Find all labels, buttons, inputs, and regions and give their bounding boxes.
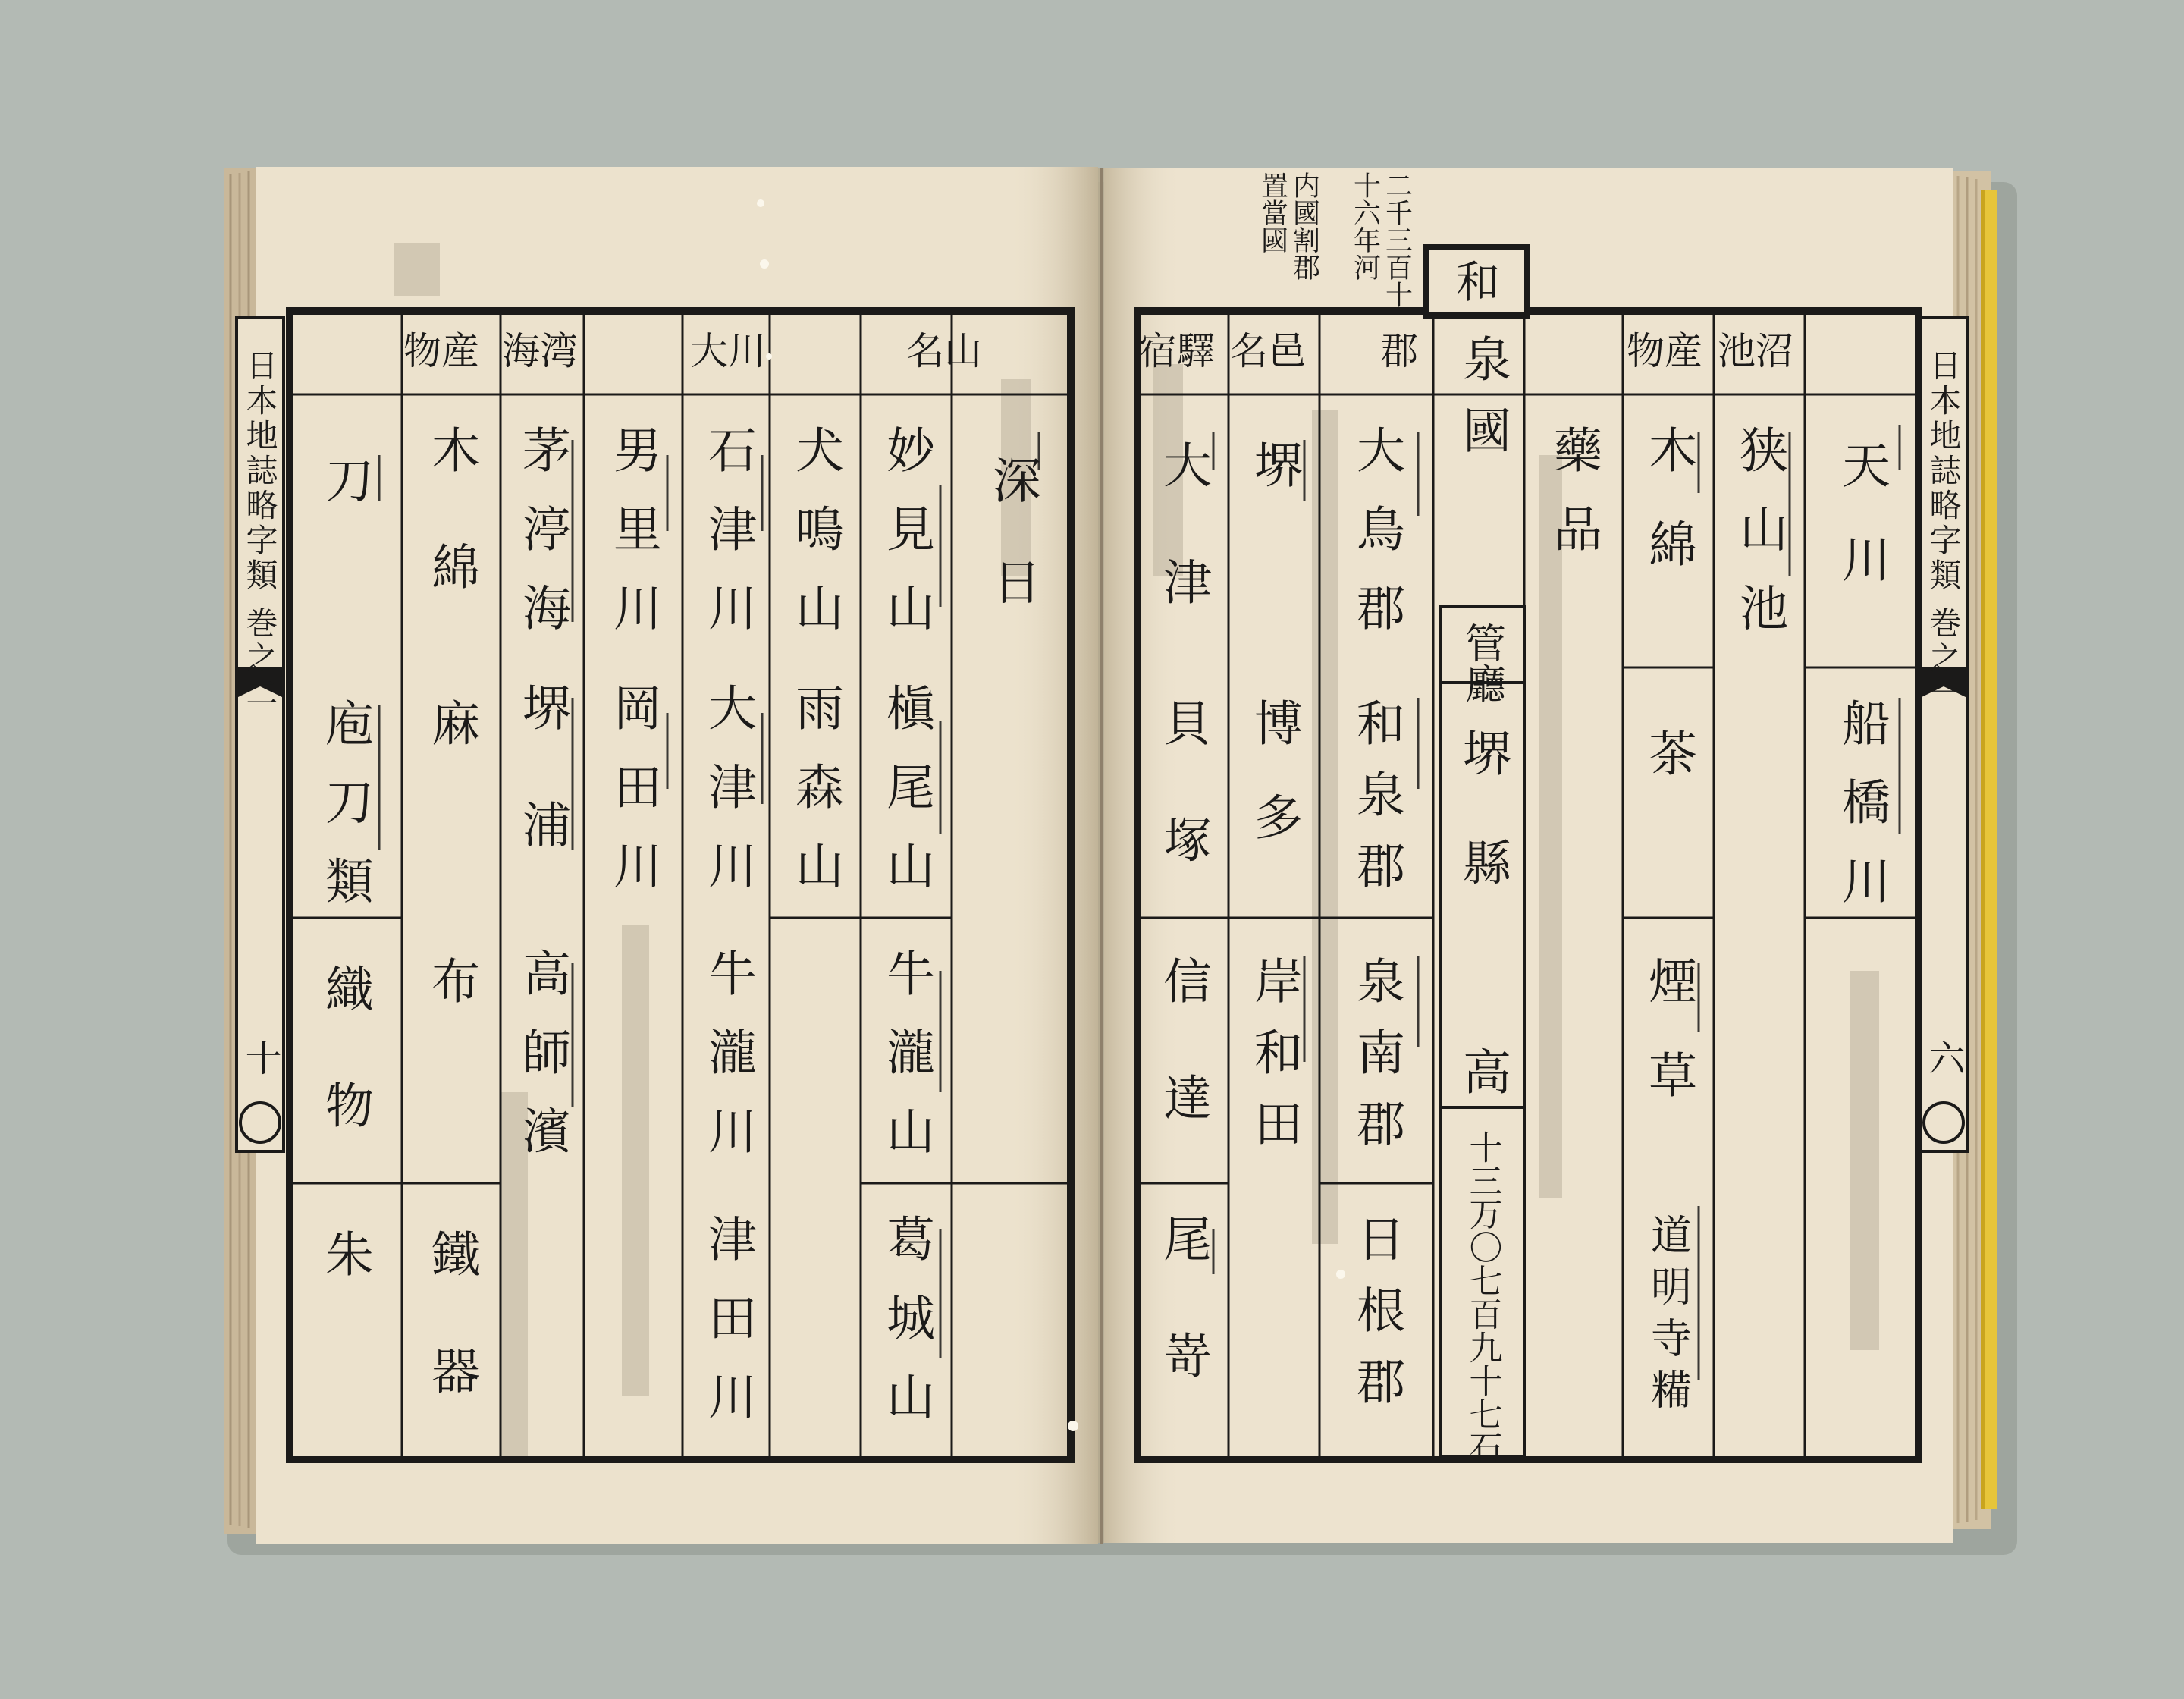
- left-col-1-header: 名山: [906, 329, 982, 373]
- left-col-4-cell-0: 男里川: [605, 425, 661, 661]
- right-col-4-cell-0: 大鳥郡: [1348, 425, 1404, 661]
- right-folio: 六: [1922, 1039, 1965, 1076]
- office-cell-1: 高: [1454, 1047, 1511, 1095]
- left-col-6-cell-3: 鐵器: [423, 1229, 479, 1462]
- right-col-4-cell-2: 泉南郡: [1348, 956, 1404, 1170]
- left-col-3-cell-3: 津田川: [700, 1214, 756, 1450]
- left-spine-title: 日本地誌略字類 巻之二: [241, 349, 279, 711]
- right-col-4-cell-1: 和泉郡: [1348, 698, 1404, 912]
- left-col-5-cell-1: 堺浦: [514, 683, 570, 916]
- right-col-1-cell-0: 狭山池: [1731, 425, 1787, 661]
- right-col-2-cell-3: 道明寺糒: [1644, 1214, 1693, 1420]
- left-col-7-cell-3: 朱: [317, 1229, 373, 1277]
- left-col-6-cell-1: 麻: [423, 698, 479, 746]
- left-col-6-cell-0: 木綿: [423, 425, 479, 658]
- left-col-5-cell-0: 茅渟海: [514, 425, 570, 661]
- left-col-3-header: 大川: [690, 329, 766, 373]
- left-col-2-cell-0: 犬鳴山: [787, 425, 843, 661]
- left-col-4-cell-1: 岡田川: [605, 683, 661, 919]
- right-col-2-header: 物産: [1627, 329, 1702, 373]
- right-col-6-cell-3: 尾嵜: [1155, 1214, 1211, 1447]
- left-col-7-cell-0: 刀: [317, 455, 373, 504]
- left-col-3-cell-0: 石津川: [700, 425, 756, 661]
- right-col-5-cell-2: 岸和田: [1246, 956, 1302, 1170]
- left-col-5-header: 海湾: [502, 329, 578, 373]
- left-col-1-cell-0: 妙見山: [878, 425, 934, 661]
- right-col-5-header: 名邑: [1230, 329, 1306, 373]
- right-col-0-cell-0: 天川: [1834, 440, 1890, 628]
- left-folio: 十: [239, 1039, 281, 1076]
- left-col-2-cell-1: 雨森山: [787, 683, 843, 919]
- office-cell-0: 堺縣: [1454, 728, 1511, 947]
- office-cell-2: 十三万〇七百九十七石: [1463, 1130, 1502, 1464]
- right-spine-title: 日本地誌略字類 巻之一: [1925, 349, 1963, 711]
- right-col-6-cell-0: 大津: [1155, 440, 1211, 674]
- right-col-3-cell-0: 藥品: [1545, 425, 1602, 583]
- right-col-5-cell-0: 堺: [1246, 440, 1302, 488]
- right-col-5-cell-1: 博多: [1246, 698, 1302, 886]
- right-col-1-header: 池沼: [1718, 329, 1793, 373]
- right-col-6-cell-1: 貝塚: [1155, 698, 1211, 931]
- right-col-4-header: 郡: [1380, 329, 1418, 373]
- right-col-2-cell-1: 茶: [1640, 728, 1696, 777]
- left-col-7-cell-2: 織物: [317, 963, 373, 1197]
- svg-text:二千三百十: 二千三百十: [1381, 171, 1413, 308]
- province-title: 泉國: [1454, 334, 1511, 476]
- right-page: [1104, 168, 1953, 1543]
- left-col-1-cell-3: 葛城山: [878, 1214, 934, 1450]
- right-col-6-cell-2: 信達: [1155, 956, 1211, 1189]
- left-col-1-cell-2: 牛瀧山: [878, 948, 934, 1185]
- svg-text:内國割郡: 内國割郡: [1288, 171, 1320, 281]
- left-col-6-header: 物産: [403, 329, 479, 373]
- right-col-2-cell-2: 煙草: [1640, 956, 1696, 1144]
- right-col-2-cell-0: 木綿: [1640, 425, 1696, 613]
- right-col-0-cell-1: 船橋川: [1834, 698, 1890, 934]
- left-col-5-cell-2: 高師濱: [514, 948, 570, 1185]
- left-col-7-cell-1: 庖刀類: [317, 698, 373, 934]
- svg-text:十六年河: 十六年河: [1349, 171, 1381, 281]
- left-col-3-cell-2: 牛瀧川: [700, 948, 756, 1185]
- province-tab-label: 和: [1456, 256, 1501, 308]
- left-page: [256, 167, 1098, 1544]
- office-label: 管廳: [1458, 622, 1507, 704]
- right-col-6-header: 宿驛: [1139, 329, 1215, 373]
- left-col-6-cell-2: 布: [423, 956, 479, 1004]
- left-col-3-cell-1: 大津川: [700, 683, 756, 919]
- left-col-0-cell-0: 深日: [984, 455, 1040, 658]
- right-col-4-cell-3: 日根郡: [1348, 1214, 1404, 1427]
- svg-text:置當國: 置當國: [1257, 171, 1288, 253]
- left-col-1-cell-1: 槇尾山: [878, 683, 934, 919]
